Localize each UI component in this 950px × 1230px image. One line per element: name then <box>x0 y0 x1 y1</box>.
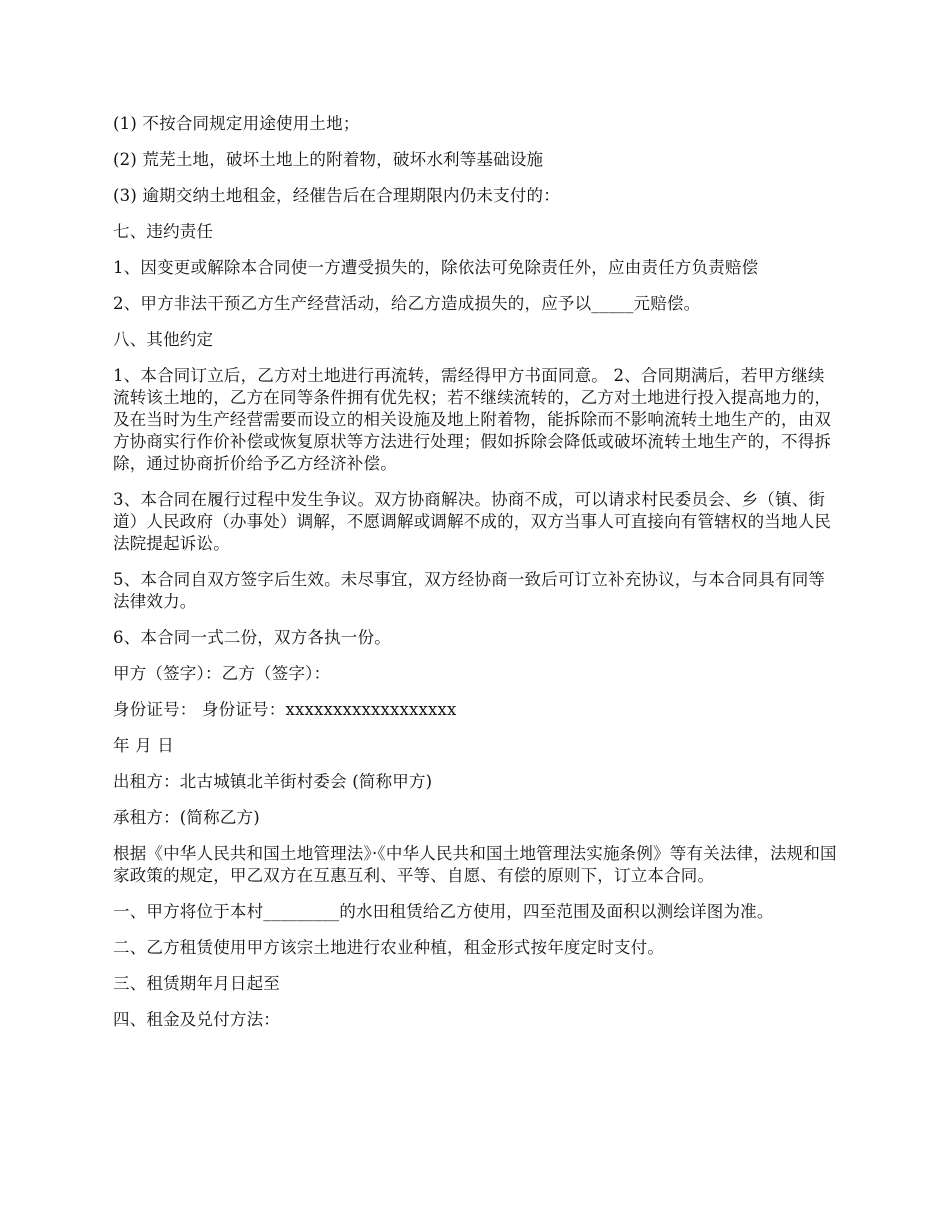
date-line: 年 月 日 <box>113 736 174 755</box>
other-clause-3: 3、本合同在履行过程中发生争议。双方协商解决。协商不成，可以请求村民委员会、乡（镇、街道）人民政府（办事处）调解，不愿调解或调解不成的，双方当事人可直接向有管辖权的当地人民法院提起诉讼。 <box>113 490 832 553</box>
section-heading-other: 八、其他约定 <box>113 330 214 349</box>
document-page <box>113 113 841 1045</box>
lessee-line: 承租方：(简称乙方) <box>113 808 260 827</box>
id-number-line: 身份证号： 身份证号：xxxxxxxxxxxxxxxxxx <box>113 700 457 719</box>
signature-line: 甲方（签字）：乙方（签字）： <box>113 664 331 683</box>
article-4: 四、租金及兑付方法： <box>113 1010 280 1029</box>
article-1: 一、甲方将位于本村_________的水田租赁给乙方使用，四至范围及面积以测绘详图为准。 <box>113 902 774 921</box>
clause-item-1: (1) 不按合同规定用途使用土地； <box>113 114 360 133</box>
breach-clause-1: 1、因变更或解除本合同使一方遭受损失的，除依法可免除责任外，应由责任方负责赔偿 <box>113 258 759 277</box>
other-clause-5: 5、本合同自双方签字后生效。未尽事宜，双方经协商一致后可订立补充协议，与本合同具有同等法律效力。 <box>113 570 826 611</box>
breach-clause-2: 2、甲方非法干预乙方生产经营活动，给乙方造成损失的，应予以_____元赔偿。 <box>113 294 701 313</box>
section-heading-breach: 七、违约责任 <box>113 222 214 241</box>
article-2: 二、乙方租赁使用甲方该宗土地进行农业种植，租金形式按年度定时支付。 <box>113 938 665 957</box>
clause-item-3: (3) 逾期交纳土地租金，经催告后在合理期限内仍未支付的： <box>113 186 560 205</box>
other-clause-1-2: 1、本合同订立后，乙方对土地进行再流转，需经得甲方书面同意。 2、合同期满后，若甲方继续流转该土地的，乙方在同等条件拥有优先权；若不继续流转的，乙方对土地进行投入提高地力的，及在当时为生产经营需要而设立的相关设施及地上附着物，能拆除而不影响流转土地生产的，由双方协商实行作价补偿或恢复原状等方法进行处理；假如拆除会降低或破坏流转土地生产的，不得拆除，通过协商折价给予乙方经济补偿。 <box>113 366 832 473</box>
other-clause-6: 6、本合同一式二份，双方各执一份。 <box>113 628 391 647</box>
article-3: 三、租赁期年月日起至 <box>113 974 280 993</box>
lessor-line: 出租方：北古城镇北羊街村委会 (简称甲方) <box>113 772 433 791</box>
preamble-paragraph: 根据《中华人民共和国土地管理法》·《中华人民共和国土地管理法实施条例》等有关法律，法规和国家政策的规定，甲乙双方在互惠互利、平等、自愿、有偿的原则下，订立本合同。 <box>113 844 837 885</box>
clause-item-2: (2) 荒芜土地，破坏土地上的附着物，破坏水利等基础设施 <box>113 150 544 169</box>
